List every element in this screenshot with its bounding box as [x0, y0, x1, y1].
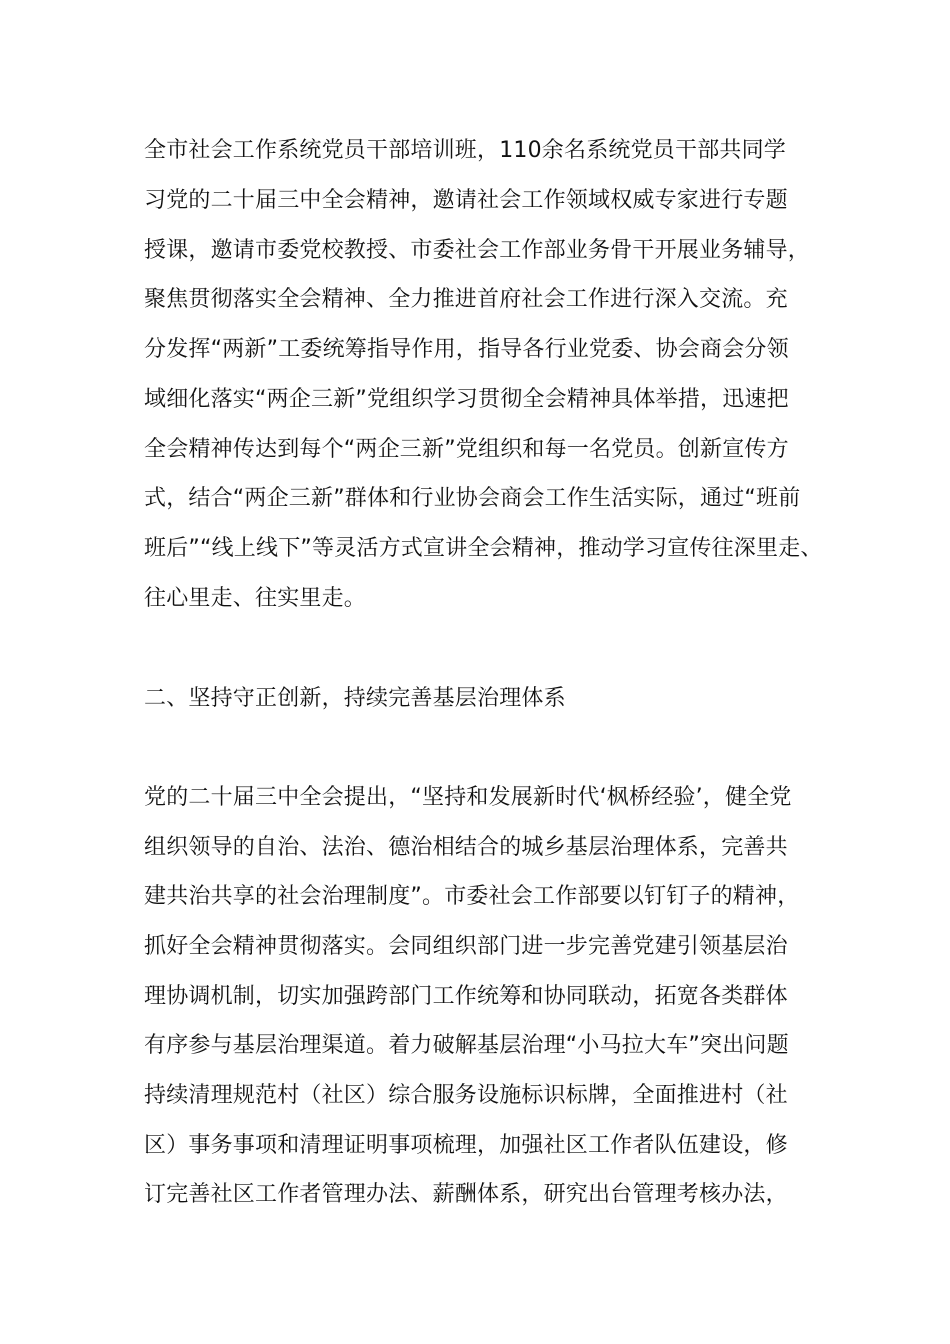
paragraph-line: 有序参与基层治理渠道。着力破解基层治理“小马拉大车”突出问题 [144, 1033, 789, 1058]
paragraph-line: 持续清理规范村（社区）综合服务设施标识标牌，全面推进村（社 [144, 1083, 788, 1108]
paragraph-line: 党的二十届三中全会提出，“坚持和发展新时代‘枫桥经验’，健全党 [144, 785, 792, 810]
section-heading: 二、坚持守正创新，持续完善基层治理体系 [144, 686, 566, 711]
paragraph-line: 班后”“线上线下”等灵活方式宣讲全会精神，推动学习宣传往深里走、 [144, 536, 823, 561]
paragraph-line: 订完善社区工作者管理办法、薪酬体系，研究出台管理考核办法， [144, 1182, 788, 1207]
paragraph-line: 习党的二十届三中全会精神，邀请社会工作领域权威专家进行专题 [144, 188, 788, 213]
paragraph-line: 组织领导的自治、法治、德治相结合的城乡基层治理体系，完善共 [144, 835, 788, 860]
paragraph-line: 往心里走、往实里走。 [144, 586, 367, 611]
paragraph-line: 授课，邀请市委党校教授、市委社会工作部业务骨干开展业务辅导， [144, 238, 811, 263]
paragraph-line: 域细化落实“两企三新”党组织学习贯彻全会精神具体举措，迅速把 [144, 387, 789, 412]
paragraph-line: 区）事务事项和清理证明事项梳理，加强社区工作者队伍建设，修 [144, 1133, 788, 1158]
paragraph-line: 全会精神传达到每个“两企三新”党组织和每一名党员。创新宣传方 [144, 437, 789, 462]
paragraph-line: 抓好全会精神贯彻落实。会同组织部门进一步完善党建引领基层治 [144, 934, 788, 959]
paragraph-line: 理协调机制，切实加强跨部门工作统筹和协同联动，拓宽各类群体 [144, 984, 788, 1009]
paragraph-line: 式，结合“两企三新”群体和行业协会商会工作生活实际，通过“班前 [144, 486, 801, 511]
paragraph-line: 聚焦贯彻落实全会精神、全力推进首府社会工作进行深入交流。充 [144, 287, 788, 312]
paragraph-line: 分发挥“两新”工委统筹指导作用，指导各行业党委、协会商会分领 [144, 337, 789, 362]
paragraph-line: 建共治共享的社会治理制度”。市委社会工作部要以钉钉子的精神， [144, 884, 800, 909]
paragraph-line: 全市社会工作系统党员干部培训班，110余名系统党员干部共同学 [144, 138, 786, 163]
